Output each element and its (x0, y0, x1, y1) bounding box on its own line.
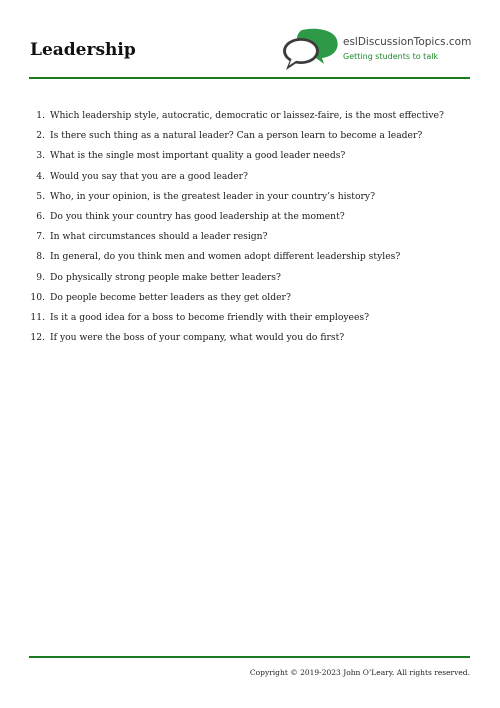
page-header (0, 0, 500, 80)
question-text: If you were the boss of your company, what would you do first? (50, 332, 345, 344)
question-text: Do physically strong people make better leaders? (50, 271, 281, 283)
question-number: 6. (36, 211, 45, 223)
list-item (30, 288, 470, 308)
question-text: Would you say that you are a good leader? (50, 170, 248, 182)
question-text: Which leadership style, autocratic, democratic or laissez-faire, is the most effective? (50, 110, 444, 121)
list-item (30, 207, 470, 227)
question-text: Do you think your country has good leadership at the moment? (50, 211, 345, 223)
footer-divider (29, 656, 470, 658)
question-number: 7. (36, 231, 45, 243)
list-item (30, 247, 470, 267)
copyright-notice: Copyright © 2019-2023 John O’Leary. All rights reserved. (249, 668, 470, 677)
site-tagline: Getting students to talk (343, 52, 439, 61)
question-number: 8. (36, 251, 45, 263)
site-name: eslDiscussionTopics.com (343, 36, 472, 48)
question-text: Is it a good idea for a boss to become friendly with their employees? (50, 312, 370, 324)
question-number: 3. (36, 150, 45, 162)
question-text: Is there such thing as a natural leader? Can a person learn to become a leader? (50, 130, 423, 142)
question-text: What is the single most important quality a good leader needs? (50, 150, 346, 162)
list-item (30, 126, 470, 146)
list-item (30, 146, 470, 166)
list-item (30, 268, 470, 288)
question-text: In general, do you think men and women adopt different leadership styles? (50, 251, 401, 263)
question-text: In what circumstances should a leader resign? (50, 231, 268, 243)
list-item (30, 328, 470, 348)
speech-bubbles-icon (280, 28, 340, 72)
question-number: 10. (30, 291, 45, 303)
question-number: 9. (36, 271, 45, 283)
question-number: 4. (36, 170, 45, 182)
question-number: 1. (36, 110, 45, 121)
question-number: 5. (36, 190, 45, 202)
question-number: 11. (30, 312, 45, 324)
question-text: Do people become better leaders as they get older? (50, 291, 291, 303)
page-title: Leadership (30, 40, 136, 60)
list-item (30, 106, 470, 126)
list-item (30, 308, 470, 328)
question-number: 2. (36, 130, 45, 142)
list-item (30, 227, 470, 247)
question-list (30, 106, 470, 348)
question-number: 12. (30, 332, 45, 344)
header-divider (29, 77, 470, 79)
question-text: Who, in your opinion, is the greatest leader in your country’s history? (50, 190, 375, 202)
list-item (30, 167, 470, 187)
list-item (30, 187, 470, 207)
